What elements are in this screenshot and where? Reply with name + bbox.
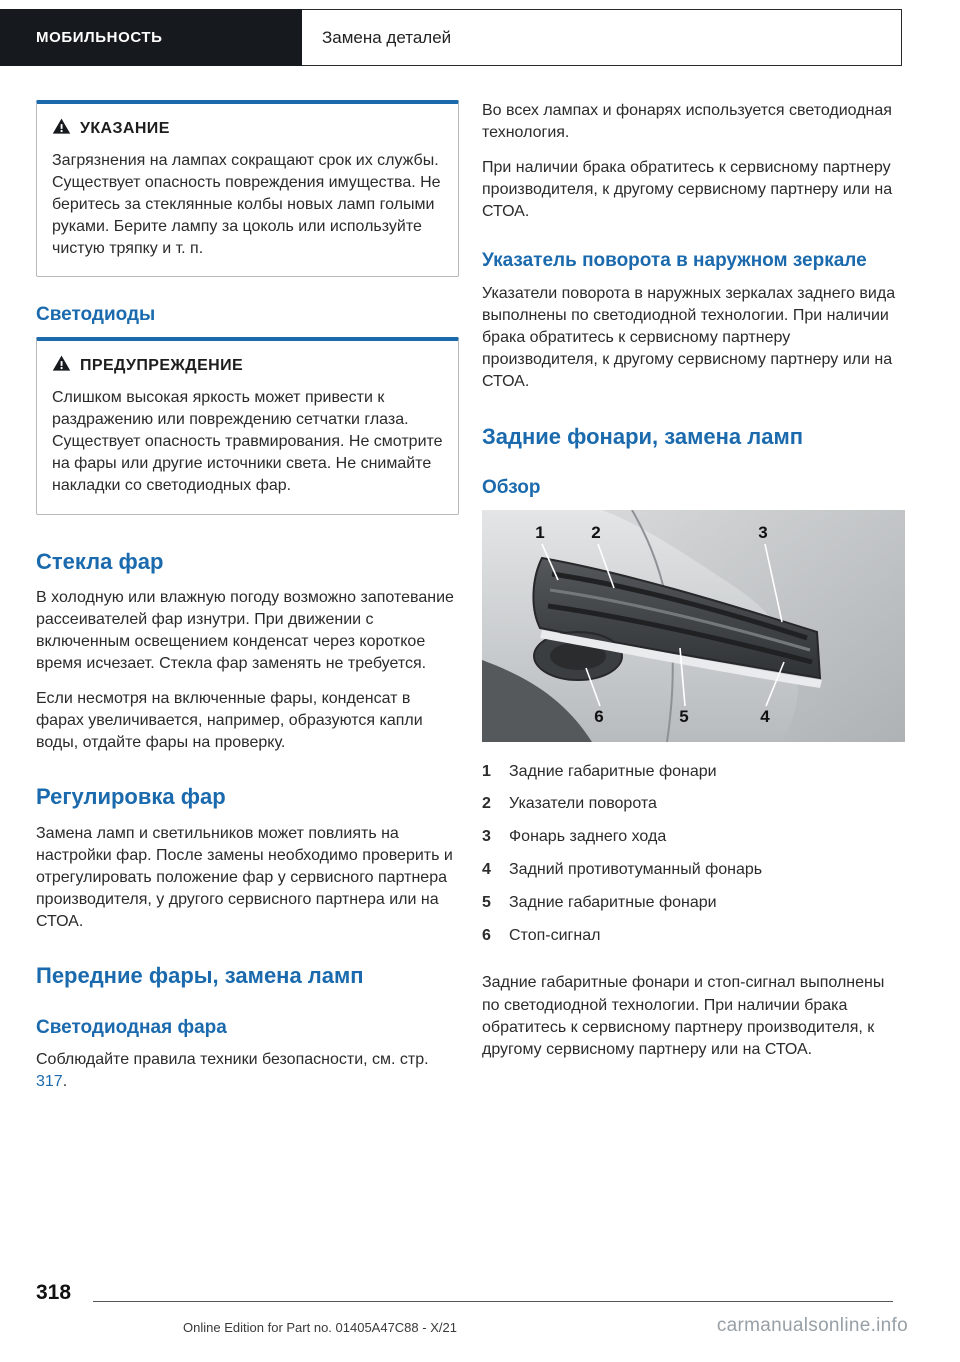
note-body: Загрязнения на лампах сокращают срок их службы. Существует опасность повреждения имущества. Не беритесь за стеклянные колбы новых ламп голыми руками. Берите лампу за цоколь или используйте чистую тряпку и т. п. bbox=[52, 152, 441, 258]
led-safety-text: Соблюдайте правила техники безопасности, см. стр. bbox=[36, 1051, 429, 1069]
legend-label: Задние габаритные фонари bbox=[509, 893, 717, 911]
heading-leds: Светодиоды bbox=[36, 304, 156, 326]
legend-num: 4 bbox=[482, 861, 491, 879]
rear-lights-legend bbox=[482, 762, 905, 947]
legend-label: Задние габаритные фонари bbox=[509, 762, 717, 780]
right-column bbox=[482, 100, 905, 1074]
callout-1: 1 bbox=[535, 522, 545, 542]
chapter-tab bbox=[0, 9, 302, 66]
callout-4: 4 bbox=[760, 706, 770, 726]
legend-label: Стоп-сигнал bbox=[509, 926, 601, 944]
legend-num: 5 bbox=[482, 893, 491, 911]
legend-item bbox=[482, 794, 905, 815]
paragraph-glass-2: Если несмотря на включенные фары, конденсат в фарах увеличивается, например, образуются капли воды, отдайте фары на проверку. bbox=[36, 690, 423, 752]
paragraph-defect-service: При наличии брака обратитесь к сервисному партнеру производителя, к другому сервисному партнеру или на СТОА. bbox=[482, 159, 893, 221]
legend-item bbox=[482, 860, 905, 881]
page-header bbox=[0, 9, 902, 66]
page-317-link[interactable]: 317 bbox=[36, 1073, 63, 1091]
paragraph-glass-1: В холодную или влажную погоду возможно запотевание рассеивателей фар изнутри. При движении с включенным освещением конденсат через короткое время исчезает. Стекла фар заменять не требуется. bbox=[36, 588, 454, 673]
warning-box-header bbox=[52, 354, 443, 378]
led-safety-period: . bbox=[62, 1073, 68, 1091]
warning-box bbox=[36, 337, 459, 514]
chapter-label: МОБИЛЬНОСТЬ bbox=[36, 29, 163, 46]
watermark: carmanualsonline.info bbox=[716, 1315, 908, 1336]
legend-item bbox=[482, 827, 905, 848]
paragraph-rear-led: Задние габаритные фонари и стоп-сигнал выполнены по светодиодной технологии. При наличии брака обратитесь к сервисному партнеру производителя, к другому сервисному партнеру или на СТОА. bbox=[482, 974, 885, 1058]
legend-label: Указатели поворота bbox=[509, 795, 657, 813]
heading-mirror-turn-signal: Указатель поворота в наружном зеркале bbox=[482, 250, 867, 272]
paragraph-led-safety bbox=[36, 1049, 459, 1093]
paragraph-adjustment: Замена ламп и светильников может повлиять на настройки фар. После замены необходимо проверить и отрегулировать положение фар у сервисного партнера производителя, у другого сервисного партнера или на СТОА. bbox=[36, 824, 453, 931]
heading-led-headlight: Светодиодная фара bbox=[36, 1016, 227, 1038]
content-columns bbox=[36, 100, 905, 1107]
legend-num: 2 bbox=[482, 795, 491, 813]
legend-label: Фонарь заднего хода bbox=[509, 828, 667, 846]
note-box-header bbox=[52, 117, 443, 141]
heading-headlight-glass: Стекла фар bbox=[36, 548, 164, 574]
page-title-box bbox=[302, 9, 902, 66]
warning-triangle-icon bbox=[52, 354, 71, 378]
legend-label: Задний противотуманный фонарь bbox=[509, 861, 763, 879]
legend-item bbox=[482, 762, 905, 783]
rear-lights-diagram bbox=[482, 510, 905, 742]
warning-triangle-icon bbox=[52, 117, 71, 141]
edition-note: Online Edition for Part no. 01405A47C88 - X/21 bbox=[183, 1320, 457, 1335]
footer-rule bbox=[93, 1301, 893, 1302]
callout-5: 5 bbox=[679, 706, 689, 726]
note-label: УКАЗАНИЕ bbox=[80, 120, 170, 137]
callout-3: 3 bbox=[758, 522, 768, 542]
heading-headlight-adjustment: Регулировка фар bbox=[36, 784, 226, 810]
warning-label: ПРЕДУПРЕЖДЕНИЕ bbox=[80, 357, 244, 375]
legend-item bbox=[482, 893, 905, 914]
note-box bbox=[36, 100, 459, 277]
warning-body: Слишком высокая яркость может привести к раздражению или повреждению сетчатки глаза. Существует опасность травмирования. Не смотрите на фары или другие источники света. Не снимайте накладки со светодиодных фар. bbox=[52, 389, 443, 495]
callout-2: 2 bbox=[591, 522, 601, 542]
heading-front-lamps: Передние фары, замена ламп bbox=[36, 963, 364, 989]
paragraph-led-tech: Во всех лампах и фонарях используется светодиодная технология. bbox=[482, 102, 892, 142]
callout-6: 6 bbox=[594, 706, 604, 726]
legend-item bbox=[482, 926, 905, 947]
page-number: 318 bbox=[36, 1281, 72, 1304]
paragraph-mirror: Указатели поворота в наружных зеркалах заднего вида выполнены по светодиодной технологии. При наличии брака обратитесь к сервисному партнеру производителя, к другому сервисному партнеру или на СТОА. bbox=[482, 285, 896, 391]
heading-overview: Обзор bbox=[482, 476, 541, 498]
legend-num: 3 bbox=[482, 828, 491, 846]
legend-num: 1 bbox=[482, 762, 491, 780]
page-title: Замена деталей bbox=[322, 27, 452, 47]
left-column bbox=[36, 100, 459, 1107]
legend-num: 6 bbox=[482, 926, 491, 944]
heading-rear-lamps: Задние фонари, замена ламп bbox=[482, 423, 804, 449]
